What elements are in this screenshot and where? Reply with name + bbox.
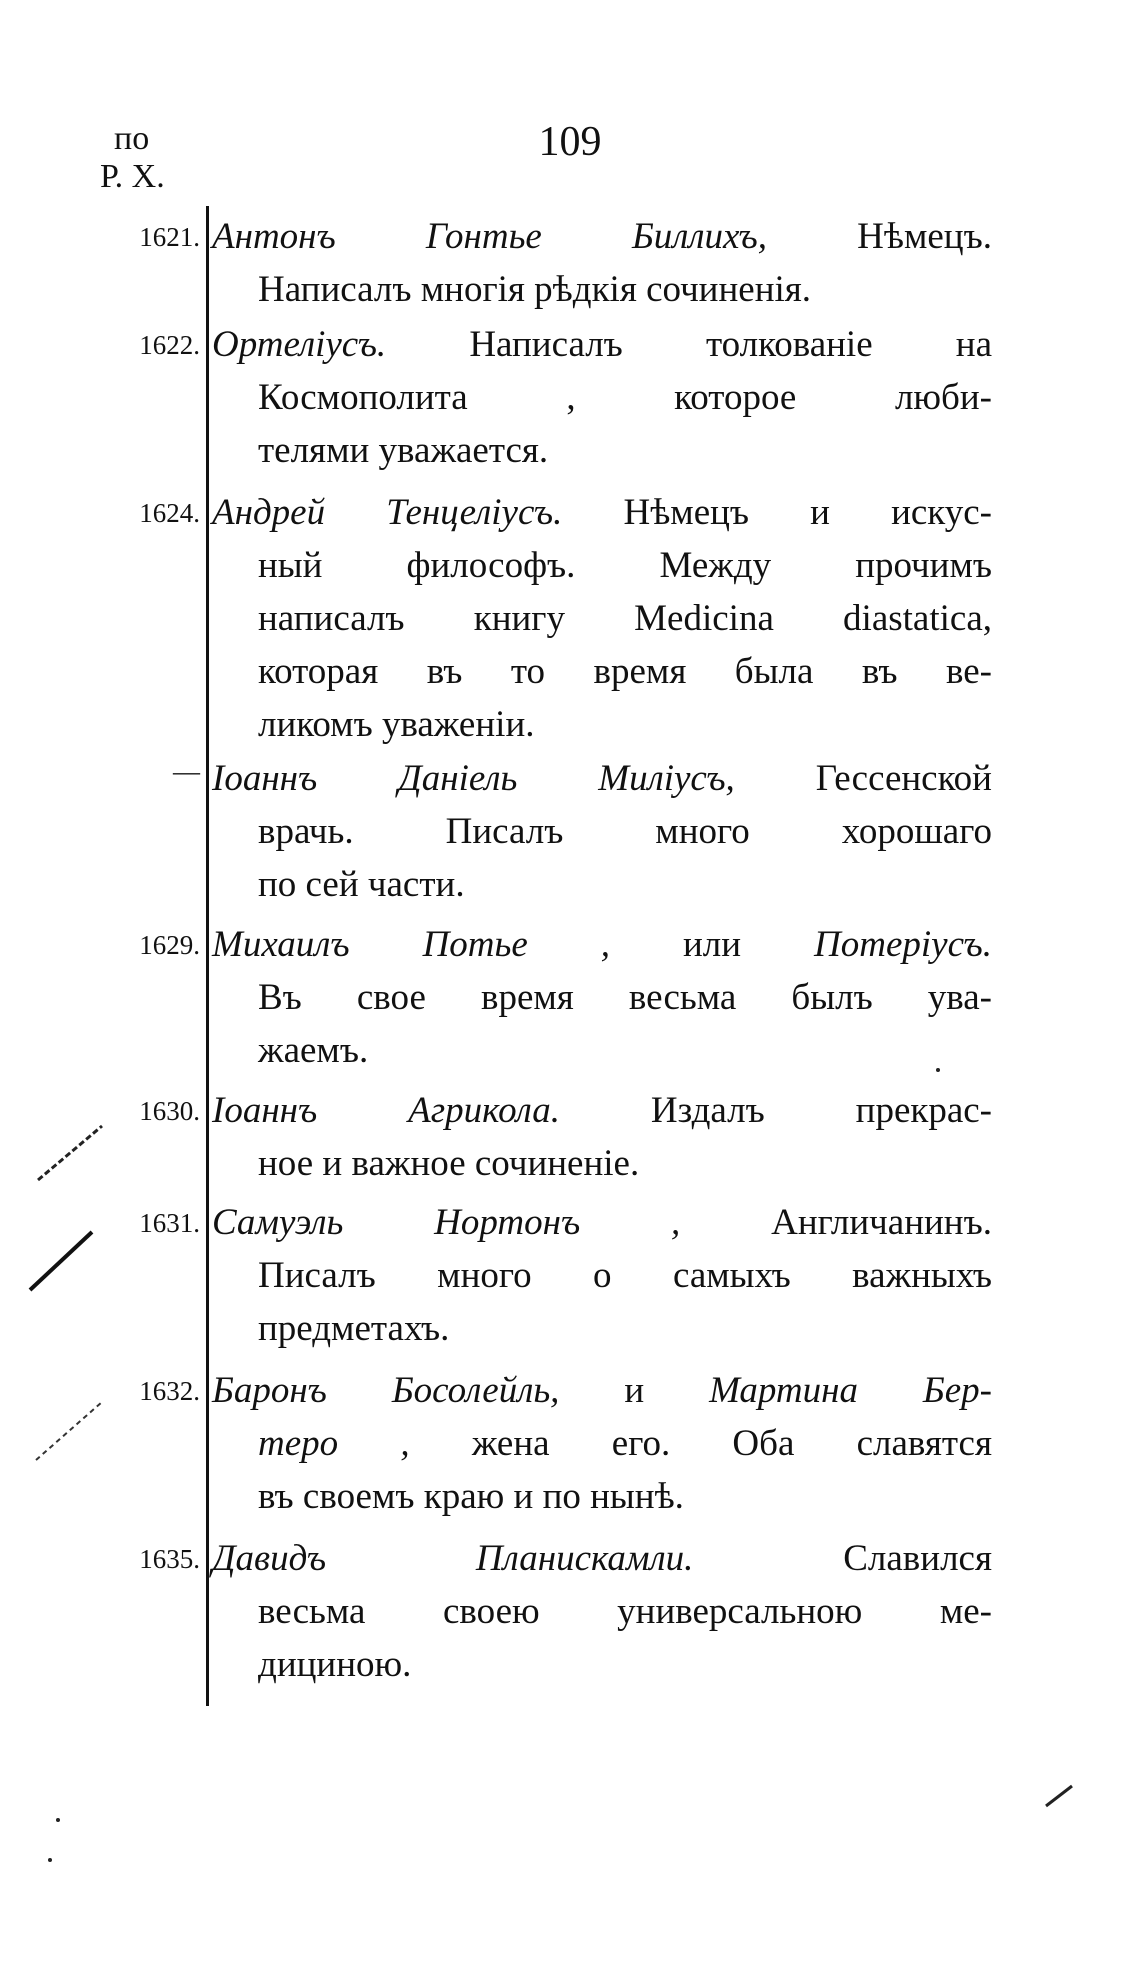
entry-line: предметахъ. <box>258 1308 450 1349</box>
entry-line: весьма своею универсальною ме- <box>258 1591 992 1632</box>
entry-line: жаемъ. <box>258 1030 369 1071</box>
entry-first-line <box>212 318 992 371</box>
era-line-2: Р. Х. <box>100 158 165 195</box>
entry-year: 1630. <box>139 1096 200 1126</box>
entry-continuation <box>212 971 992 1077</box>
entry-line: ный философъ. Между прочимъ <box>258 545 992 586</box>
entry-continuation <box>212 1585 992 1691</box>
entry-first-line <box>212 486 992 539</box>
entry-line: Въ свое время весьма былъ ува- <box>258 977 992 1018</box>
entry-year: 1622. <box>139 330 200 360</box>
entry-first-rest: Нѣмецъ. <box>767 216 992 257</box>
pencil-mark-3 <box>36 1402 102 1460</box>
entry-name-2: Потеріусъ. <box>814 924 992 965</box>
entry-year: 1631. <box>139 1208 200 1238</box>
entry-continuation <box>212 539 992 751</box>
entry-first-line <box>212 210 992 263</box>
entry-name: Антонъ Гонтье Биллихъ, <box>212 216 768 257</box>
entry-year: 1621. <box>139 222 200 252</box>
entry-line: по сей части. <box>258 864 465 905</box>
entry-continuation <box>212 1417 992 1523</box>
entry-first-rest: Гессенской <box>734 758 992 799</box>
entry-name: Іоаннъ Агрикола. <box>212 1090 560 1131</box>
pencil-mark-2 <box>30 1232 92 1290</box>
entry-first-line <box>212 1084 992 1137</box>
entry-year: 1635. <box>139 1544 200 1574</box>
entry-year: 1624. <box>139 498 200 528</box>
entry-first-rest: и <box>559 1370 710 1411</box>
entry-line: Написалъ многія рѣдкія сочиненія. <box>258 269 812 310</box>
entry-text <box>212 486 992 751</box>
entry-line: врачь. Писалъ много хорошаго <box>258 811 992 852</box>
entry-year: 1629. <box>139 930 200 960</box>
entry-name: Михаилъ Потье , <box>212 924 610 965</box>
entry-text <box>212 1084 992 1190</box>
entry-name-continued: теро , <box>258 1423 410 1464</box>
entry-first-line <box>212 1364 992 1417</box>
speck <box>56 1818 60 1822</box>
entry-text <box>212 1364 992 1523</box>
entry-continuation <box>212 263 992 316</box>
entry-line: въ своемъ краю и по нынѣ. <box>258 1476 684 1517</box>
entry-line: Писалъ много о самыхъ важныхъ <box>258 1255 992 1296</box>
vertical-rule <box>206 206 209 1706</box>
entry-line: ликомъ уваженіи. <box>258 704 535 745</box>
entry-line: ное и важное сочиненіе. <box>258 1143 640 1184</box>
entry-first-rest: Издалъ прекрас- <box>560 1090 993 1131</box>
entry-text <box>212 1532 992 1691</box>
entry-text <box>212 1196 992 1355</box>
entry-text <box>212 918 992 1077</box>
entry-name-2: Мартина Бер- <box>709 1370 992 1411</box>
entry-first-rest: Англичанинъ. <box>680 1202 992 1243</box>
entry-line <box>258 1417 992 1470</box>
entry-first-line <box>212 1196 992 1249</box>
entry-first-line <box>212 1532 992 1585</box>
entry-first-rest: Славился <box>693 1538 992 1579</box>
entry-first-line <box>212 918 992 971</box>
entry-name: Баронъ Босолейль, <box>212 1370 560 1411</box>
entry-first-rest: Нѣмецъ и искус- <box>562 492 992 533</box>
entry-continuation <box>212 805 992 911</box>
pencil-mark-1 <box>38 1126 102 1180</box>
entry-line: написалъ книгу Medicina diastatica, <box>258 598 992 639</box>
entry-line: телями уважается. <box>258 430 549 471</box>
entry-year: — <box>173 756 200 786</box>
entry-line: которая въ то время была въ ве- <box>258 651 992 692</box>
speck <box>48 1858 52 1862</box>
entry-continuation <box>212 371 992 477</box>
entry-line: Космополита , которое люби- <box>258 377 992 418</box>
entry-text <box>212 752 992 911</box>
entry-first-rest: или <box>610 924 815 965</box>
entry-name: Іоаннъ Даніель Миліусъ, <box>212 758 735 799</box>
era-line-1: по <box>114 120 150 157</box>
entry-line-rest: жена его. Оба славятся <box>409 1423 992 1464</box>
entry-name: Ортеліусъ. <box>212 324 387 365</box>
entry-first-rest: Написалъ толкованіе на <box>386 324 992 365</box>
entry-continuation <box>212 1249 992 1355</box>
pencil-mark-4 <box>1046 1786 1072 1806</box>
entry-line: дициною. <box>258 1644 412 1685</box>
entry-name: Самуэль Нортонъ , <box>212 1202 681 1243</box>
entry-first-line <box>212 752 992 805</box>
entry-text <box>212 210 992 316</box>
entry-year: 1632. <box>139 1376 200 1406</box>
entry-continuation <box>212 1137 992 1190</box>
entry-name: Давидъ Планискамли. <box>212 1538 694 1579</box>
entry-text <box>212 318 992 477</box>
entry-name: Андрей Тенцеліусъ. <box>212 492 563 533</box>
page-number: 109 <box>538 119 602 165</box>
